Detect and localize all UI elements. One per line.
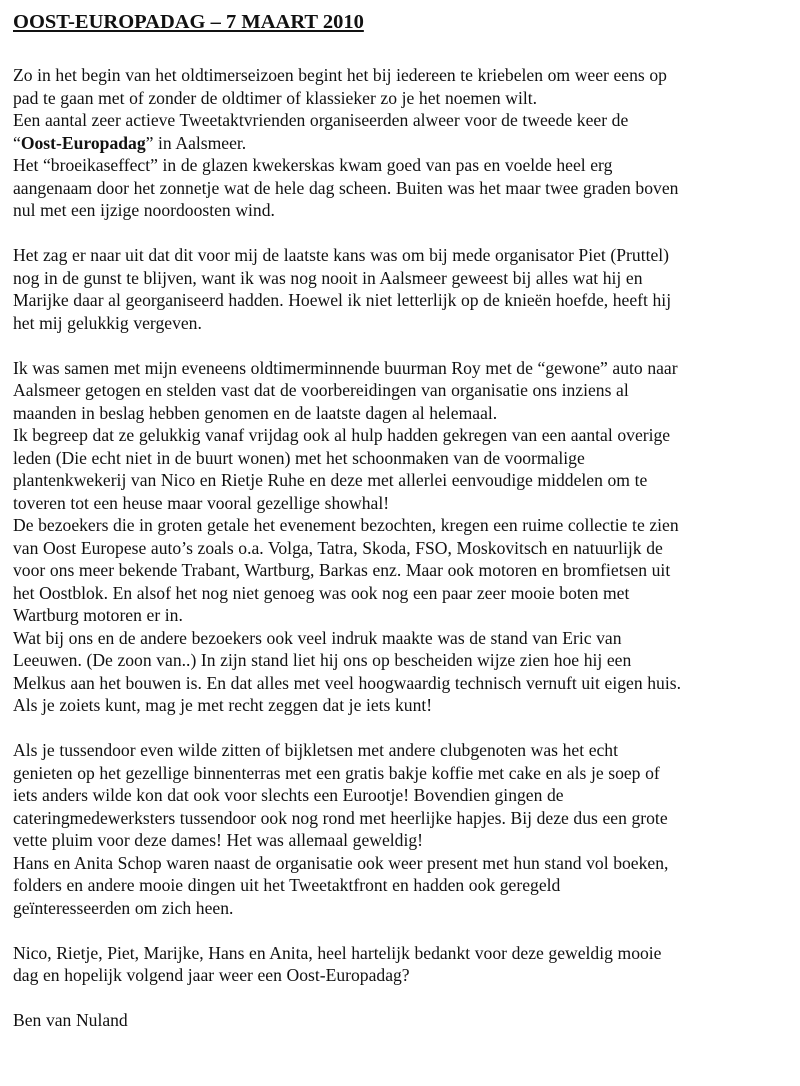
text-line: Zo in het begin van het oldtimerseizoen begint het bij iedereen te kriebelen om weer eens op [13, 65, 667, 85]
text-line: leden (Die echt niet in de buurt wonen) met het schoonmaken van de voormalige [13, 447, 585, 468]
text-line: vette pluim voor deze dames! Het was allemaal geweldig! [13, 830, 424, 850]
paragraph-gap [13, 334, 788, 357]
text-line: Nico, Rietje, Piet, Marijke, Hans en Anita, heel hartelijk bedankt voor deze geweldig mooie [13, 942, 662, 963]
text-line [13, 132, 788, 155]
article-body [13, 64, 788, 1032]
text-line: Wat bij ons en de andere bezoekers ook veel indruk maakte was de stand van Eric van [13, 627, 622, 648]
text-line: dag en hopelijk volgend jaar weer een Oost-Europadag? [13, 965, 410, 985]
text-line: genieten op het gezellige binnenterras met een gratis bakje koffie met cake en als je soep of [13, 762, 660, 783]
text-line: Het zag er naar uit dat dit voor mij de laatste kans was om bij mede organisator Piet (Pruttel) [13, 245, 670, 265]
text-line: Leeuwen. (De zoon van..) In zijn stand liet hij ons op bescheiden wijze zien hoe hij een [13, 650, 632, 670]
document-page [13, 8, 788, 1032]
text-line: nul met een ijzige noordoosten wind. [13, 200, 275, 220]
text-segment: “ [13, 132, 21, 153]
text-line: Als je tussendoor even wilde zitten of bijkletsen met andere clubgenoten was het echt [13, 740, 618, 760]
text-line: maanden in beslag hebben genomen en de laatste dagen al helemaal. [13, 402, 498, 423]
text-line: toveren tot een heuse maar vooral gezellige showhal! [13, 492, 390, 513]
paragraph [13, 739, 788, 919]
text-line: Wartburg motoren er in. [13, 605, 183, 625]
text-line: pad te gaan met of zonder de oldtimer of klassieker zo je het noemen wilt. [13, 87, 538, 108]
paragraph [13, 64, 788, 222]
paragraph-gap [13, 987, 788, 1010]
text-line: Ik was samen met mijn eveneens oldtimerminnende buurman Roy met de “gewone” auto naar [13, 357, 678, 378]
author-signature [13, 1009, 788, 1032]
paragraph [13, 357, 788, 717]
text-line: nog in de gunst te blijven, want ik was nog nooit in Aalsmeer geweest bij alles wat hij en [13, 267, 643, 288]
text-line: Aalsmeer getogen en stelden vast dat de voorbereidingen van organisatie ons inziens al [13, 380, 629, 400]
text-line: het mij gelukkig vergeven. [13, 312, 202, 333]
text-line: Ben van Nuland [13, 1010, 128, 1030]
article-title: OOST-EUROPADAG – 7 MAART 2010 [13, 11, 364, 33]
text-line: geïnteresseerden om zich heen. [13, 897, 234, 918]
text-line: Een aantal zeer actieve Tweetaktvrienden organiseerden alweer voor de tweede keer de [13, 110, 629, 130]
text-line: voor ons meer bekende Trabant, Wartburg, Barkas enz. Maar ook motoren en bromfietsen uit [13, 560, 671, 580]
text-line: cateringmedewerksters tussendoor ook nog rond met heerlijke hapjes. Bij deze dus een grote [13, 807, 668, 828]
paragraph-gap [13, 919, 788, 942]
paragraph-gap [13, 717, 788, 740]
text-line: aangenaam door het zonnetje wat de hele dag scheen. Buiten was het maar twee graden boven [13, 177, 679, 198]
event-name-bold: Oost-Europadag [20, 132, 146, 153]
text-line: Marijke daar al georganiseerd hadden. Hoewel ik niet letterlijk op de knieën hoefde, heeft hij [13, 290, 672, 310]
text-line: folders en andere mooie dingen uit het Tweetaktfront en hadden ook geregeld [13, 875, 561, 895]
text-line: iets anders wilde kon dat ook voor slechts een Eurootje! Bovendien gingen de [13, 785, 564, 805]
text-line: van Oost Europese auto’s zoals o.a. Volga, Tatra, Skoda, FSO, Moskovitsch en natuurlijk de [13, 537, 663, 558]
paragraph [13, 244, 788, 334]
text-line: plantenkwekerij van Nico en Rietje Ruhe en deze met allerlei eenvoudige middelen om te [13, 470, 648, 490]
paragraph [13, 942, 788, 987]
paragraph-gap [13, 222, 788, 245]
text-line: het Oostblok. En alsof het nog niet genoeg was ook nog een paar zeer mooie boten met [13, 582, 630, 603]
text-line: Ik begreep dat ze gelukkig vanaf vrijdag ook al hulp hadden gekregen van een aantal overige [13, 425, 671, 445]
text-line: Het “broeikaseffect” in de glazen kwekerskas kwam goed van pas en voelde heel erg [13, 155, 613, 175]
text-line: Hans en Anita Schop waren naast de organisatie ook weer present met hun stand vol boeken, [13, 852, 669, 873]
text-line: Als je zoiets kunt, mag je met recht zeggen dat je iets kunt! [13, 695, 433, 715]
text-segment: ” in Aalsmeer. [145, 132, 247, 153]
text-line: De bezoekers die in groten getale het evenement bezochten, kregen een ruime collectie te zien [13, 515, 679, 535]
text-line: Melkus aan het bouwen is. En dat alles met veel hoogwaardig technisch vernuft uit eigen huis. [13, 672, 681, 693]
